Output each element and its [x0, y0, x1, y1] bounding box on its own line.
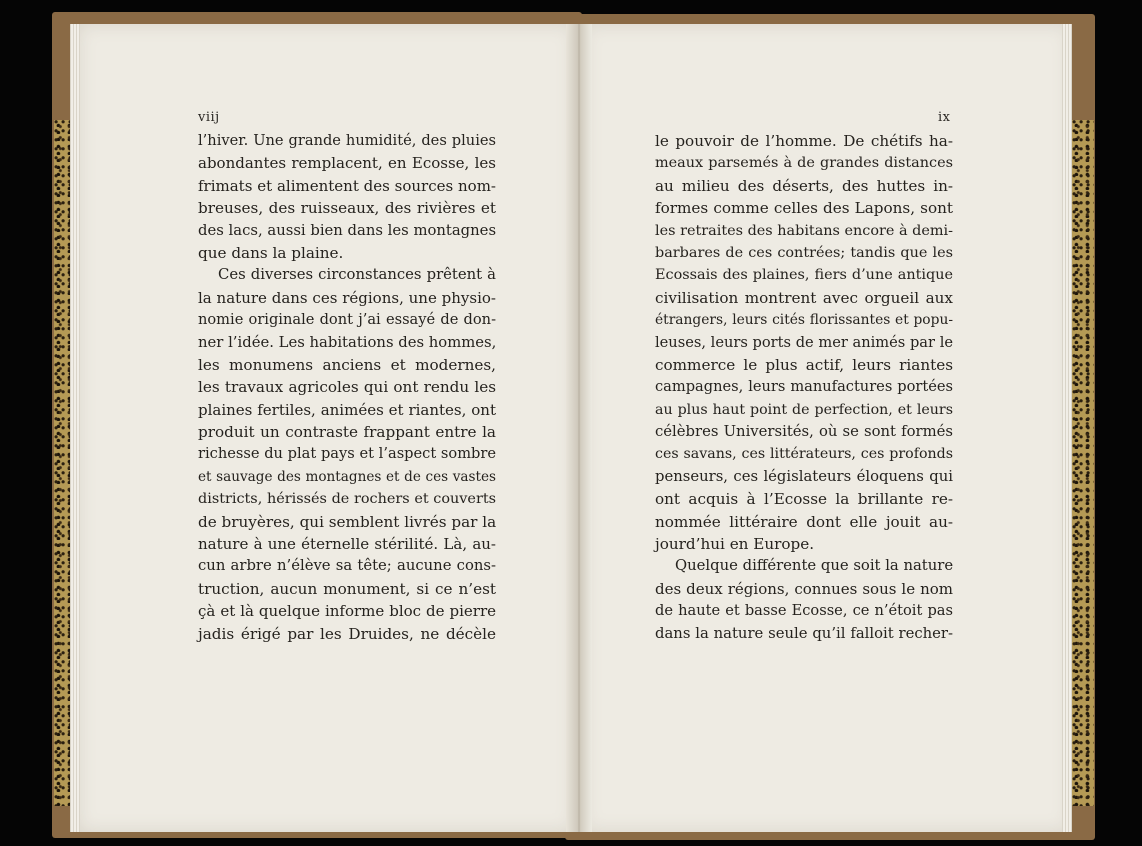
text-line: au plus haut point de perfection, et leurs	[655, 401, 953, 418]
text-line: nature à une éternelle stérilité. Là, au-	[198, 535, 496, 554]
text-line: penseurs, ces législateurs éloquens qui	[655, 467, 953, 485]
text-line: produit un contraste frappant entre la	[198, 423, 496, 442]
text-line: les retraites des habitans encore à demi-	[655, 222, 953, 239]
text-line: Ecossais des plaines, fiers d’une antique	[655, 267, 953, 284]
book-gutter	[566, 24, 592, 832]
text-line: ner l’idée. Les habitations des hommes,	[198, 333, 497, 351]
text-line: Quelque différente que soit la nature	[675, 557, 954, 575]
right-page-number: ix	[938, 110, 951, 125]
right-speckled-edge	[1072, 120, 1094, 806]
text-line: de bruyères, qui semblent livrés par la	[198, 512, 497, 531]
text-line: le pouvoir de l’homme. De chétifs ha-	[655, 132, 953, 150]
text-line: l’hiver. Une grande humidité, des pluies	[198, 132, 496, 149]
text-line: formes comme celles des Lapons, sont	[655, 199, 953, 218]
text-line: nomie originale dont j’ai essayé de don-	[198, 311, 496, 329]
text-line: plaines fertiles, animées et riantes, ont	[198, 400, 496, 419]
left-page-edges	[70, 24, 80, 832]
text-line: dans la nature seule qu’il falloit recher-	[655, 624, 953, 642]
text-line: breuses, des ruisseaux, des rivières et	[198, 199, 496, 218]
text-line: cun arbre n’élève sa tête; aucune cons-	[198, 557, 496, 575]
left-page-text	[198, 130, 496, 645]
left-page-number: viij	[198, 110, 220, 125]
text-line: étrangers, leurs cités florissantes et popu-	[655, 312, 953, 329]
text-line: célèbres Universités, où se sont formés	[655, 423, 953, 441]
text-line: et sauvage des montagnes et de ces vastes	[198, 468, 496, 485]
text-line: leuses, leurs ports de mer animés par le	[655, 333, 953, 351]
text-line: que dans la plaine.	[198, 243, 344, 262]
text-line: jadis érigé par les Druides, ne décèle	[198, 624, 496, 643]
text-line: nommée littéraire dont elle jouit au-	[655, 512, 953, 531]
text-line: de haute et basse Ecosse, ce n’étoit pas	[655, 602, 953, 620]
text-line: Ces diverses circonstances prêtent à	[218, 266, 496, 284]
text-line: abondantes remplacent, en Ecosse, les	[198, 154, 496, 173]
text-line: districts, hérissés de rochers et couverts	[198, 491, 496, 508]
text-line: çà et là quelque informe bloc de pierre	[198, 602, 496, 621]
text-line: les travaux agricoles qui ont rendu les	[198, 378, 496, 397]
text-line: civilisation montrent avec orgueil aux	[655, 288, 953, 307]
text-line: truction, aucun monument, si ce n’est	[198, 579, 496, 598]
text-line: barbares de ces contrées; tandis que les	[655, 244, 953, 261]
text-line: richesse du plat pays et l’aspect sombre	[198, 445, 496, 463]
right-page-edges	[1062, 24, 1072, 832]
text-line: au milieu des déserts, des huttes in-	[655, 176, 953, 195]
right-page-text	[655, 130, 953, 645]
text-line: meaux parsemés à de grandes distances	[655, 155, 953, 172]
text-line: ces savans, ces littérateurs, ces profonds	[655, 446, 953, 463]
text-line: jourd’hui en Europe.	[655, 535, 815, 554]
text-line: les monumens anciens et modernes,	[198, 355, 496, 374]
text-line: la nature dans ces régions, une physio-	[198, 288, 496, 307]
text-line: des lacs, aussi bien dans les montagnes	[198, 221, 497, 239]
text-line: des deux régions, connues sous le nom	[655, 579, 953, 598]
text-line: campagnes, leurs manufactures portées	[655, 378, 953, 396]
text-line: commerce le plus actif, leurs riantes	[655, 355, 953, 374]
text-line: ont acquis à l’Ecosse la brillante re-	[655, 490, 953, 509]
text-line: frimats et alimentent des sources nom-	[198, 176, 496, 195]
